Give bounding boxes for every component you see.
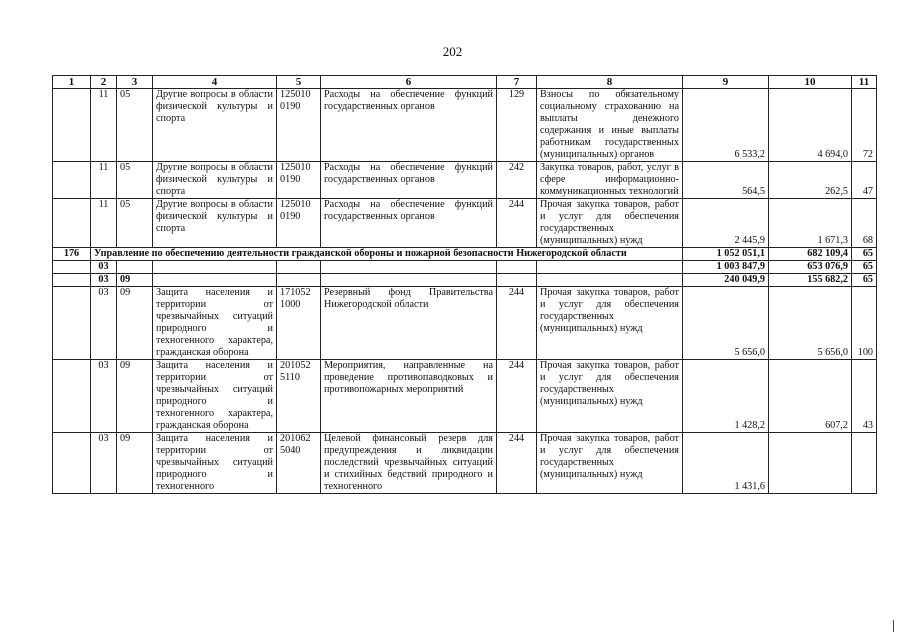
column-header: 4 bbox=[153, 76, 277, 89]
table-cell: Защита населения и территории от чрезвычайных ситуаций природного и техногенного bbox=[153, 433, 277, 494]
table-cell: 244 bbox=[497, 360, 537, 433]
table-cell: 09 bbox=[117, 433, 153, 494]
table-row bbox=[53, 433, 877, 494]
table-row bbox=[53, 287, 877, 360]
budget-table bbox=[52, 75, 877, 494]
table-cell bbox=[537, 261, 683, 274]
table-cell: 68 bbox=[852, 199, 877, 248]
table-cell: 1 671,3 bbox=[769, 199, 852, 248]
table-cell: 171052 1000 bbox=[277, 287, 321, 360]
table-cell bbox=[321, 274, 497, 287]
table-cell: Целевой финансовый резерв для предупреждения и ликвидации последствий чрезвычайных ситуаций и стихийных бедствий природного и техногенного bbox=[321, 433, 497, 494]
table-cell: Взносы по обязательному социальному страхованию на выплаты денежного содержания и иные выплаты работникам государственных (муниципальных) органов bbox=[537, 89, 683, 162]
table-row bbox=[53, 360, 877, 433]
column-header: 3 bbox=[117, 76, 153, 89]
table-cell: 244 bbox=[497, 199, 537, 248]
table-cell bbox=[153, 274, 277, 287]
table-cell: 03 bbox=[91, 433, 117, 494]
org-row bbox=[53, 248, 877, 261]
table-cell: 125010 0190 bbox=[277, 162, 321, 199]
table-cell: 09 bbox=[117, 287, 153, 360]
table-cell bbox=[53, 162, 91, 199]
table-cell: 176 bbox=[53, 248, 91, 261]
table-cell bbox=[53, 433, 91, 494]
column-header: 11 bbox=[852, 76, 877, 89]
column-header: 8 bbox=[537, 76, 683, 89]
table-cell bbox=[153, 261, 277, 274]
table-cell: 05 bbox=[117, 199, 153, 248]
table-cell: 100 bbox=[852, 287, 877, 360]
table-cell bbox=[277, 274, 321, 287]
table-cell bbox=[321, 261, 497, 274]
table-cell: 125010 0190 bbox=[277, 199, 321, 248]
table-cell bbox=[53, 287, 91, 360]
table-cell: Другие вопросы в области физической культуры и спорта bbox=[153, 162, 277, 199]
table-cell: 564,5 bbox=[683, 162, 769, 199]
table-cell: 129 bbox=[497, 89, 537, 162]
table-cell: 242 bbox=[497, 162, 537, 199]
table-cell: 2 445,9 bbox=[683, 199, 769, 248]
table-cell: 155 682,2 bbox=[769, 274, 852, 287]
column-header: 2 bbox=[91, 76, 117, 89]
table-cell: 5 656,0 bbox=[683, 287, 769, 360]
scan-mark bbox=[893, 620, 894, 632]
table-cell: 65 bbox=[852, 274, 877, 287]
section-row bbox=[53, 261, 877, 274]
table-cell: 262,5 bbox=[769, 162, 852, 199]
table-row bbox=[53, 162, 877, 199]
table-cell: 72 bbox=[852, 89, 877, 162]
table-cell: 11 bbox=[91, 199, 117, 248]
table-cell: 1 428,2 bbox=[683, 360, 769, 433]
table-cell: 125010 0190 bbox=[277, 89, 321, 162]
table-cell: Прочая закупка товаров, работ и услуг для обеспечения государственных (муниципальных) нужд bbox=[537, 199, 683, 248]
table-cell: Другие вопросы в области физической культуры и спорта bbox=[153, 89, 277, 162]
table-cell bbox=[852, 433, 877, 494]
table-cell: 244 bbox=[497, 287, 537, 360]
column-header: 5 bbox=[277, 76, 321, 89]
table-cell: 1 431,6 bbox=[683, 433, 769, 494]
table-cell bbox=[53, 199, 91, 248]
table-cell: 6 533,2 bbox=[683, 89, 769, 162]
table-row bbox=[53, 199, 877, 248]
table-body bbox=[53, 76, 877, 494]
table-cell: Резервный фонд Правительства Нижегородской области bbox=[321, 287, 497, 360]
table-cell: 201052 5110 bbox=[277, 360, 321, 433]
table-cell: Прочая закупка товаров, работ и услуг для обеспечения государственных (муниципальных) нужд bbox=[537, 433, 683, 494]
table-cell: 47 bbox=[852, 162, 877, 199]
table-cell bbox=[497, 274, 537, 287]
table-cell bbox=[53, 89, 91, 162]
table-cell: 201062 5040 bbox=[277, 433, 321, 494]
org-title: Управление по обеспечению деятельности гражданской обороны и пожарной безопасности Нижегородской области bbox=[91, 248, 683, 261]
page-number: 202 bbox=[442, 44, 463, 59]
table-cell: Прочая закупка товаров, работ и услуг для обеспечения государственных (муниципальных) нужд bbox=[537, 287, 683, 360]
column-header: 9 bbox=[683, 76, 769, 89]
table-cell: 240 049,9 bbox=[683, 274, 769, 287]
table-cell: Другие вопросы в области физической культуры и спорта bbox=[153, 199, 277, 248]
table-cell: 43 bbox=[852, 360, 877, 433]
column-header: 1 bbox=[53, 76, 91, 89]
table-cell: 65 bbox=[852, 248, 877, 261]
table-cell: 1 003 847,9 bbox=[683, 261, 769, 274]
table-cell bbox=[277, 261, 321, 274]
header-row bbox=[53, 76, 877, 89]
table-cell: 1 052 051,1 bbox=[683, 248, 769, 261]
column-header: 6 bbox=[321, 76, 497, 89]
table-cell: Расходы на обеспечение функций государственных органов bbox=[321, 89, 497, 162]
table-cell: 65 bbox=[852, 261, 877, 274]
table-cell: 5 656,0 bbox=[769, 287, 852, 360]
table-cell bbox=[117, 261, 153, 274]
table-cell: Мероприятия, направленные на проведение противопаводковых и противопожарных мероприятий bbox=[321, 360, 497, 433]
table-cell: 653 076,9 bbox=[769, 261, 852, 274]
subsection-row bbox=[53, 274, 877, 287]
table-cell: 11 bbox=[91, 89, 117, 162]
table-cell: Защита населения и территории от чрезвычайных ситуаций природного и техногенного характера, гражданская оборона bbox=[153, 287, 277, 360]
table-cell: 4 694,0 bbox=[769, 89, 852, 162]
table-cell: Защита населения и территории от чрезвычайных ситуаций природного и техногенного характера, гражданская оборона bbox=[153, 360, 277, 433]
table-cell: 09 bbox=[117, 360, 153, 433]
table-cell: 11 bbox=[91, 162, 117, 199]
table-cell: 03 bbox=[91, 360, 117, 433]
column-header: 7 bbox=[497, 76, 537, 89]
table-cell: 682 109,4 bbox=[769, 248, 852, 261]
table-cell: Закупка товаров, работ, услуг в сфере информационно-коммуникационных технологий bbox=[537, 162, 683, 199]
table-cell bbox=[497, 261, 537, 274]
table-cell: 03 bbox=[91, 287, 117, 360]
table-cell: 05 bbox=[117, 162, 153, 199]
table-row bbox=[53, 89, 877, 162]
table-cell bbox=[769, 433, 852, 494]
table-cell: 09 bbox=[117, 274, 153, 287]
table-cell: Расходы на обеспечение функций государственных органов bbox=[321, 162, 497, 199]
table-cell: 03 bbox=[91, 261, 117, 274]
table-cell bbox=[53, 261, 91, 274]
table-cell bbox=[53, 360, 91, 433]
table-cell: Прочая закупка товаров, работ и услуг для обеспечения государственных (муниципальных) нужд bbox=[537, 360, 683, 433]
table-cell: 05 bbox=[117, 89, 153, 162]
column-header: 10 bbox=[769, 76, 852, 89]
table-cell: 244 bbox=[497, 433, 537, 494]
table-cell: 03 bbox=[91, 274, 117, 287]
table-cell bbox=[53, 274, 91, 287]
table-cell: Расходы на обеспечение функций государственных органов bbox=[321, 199, 497, 248]
table-cell: 607,2 bbox=[769, 360, 852, 433]
table-cell bbox=[537, 274, 683, 287]
